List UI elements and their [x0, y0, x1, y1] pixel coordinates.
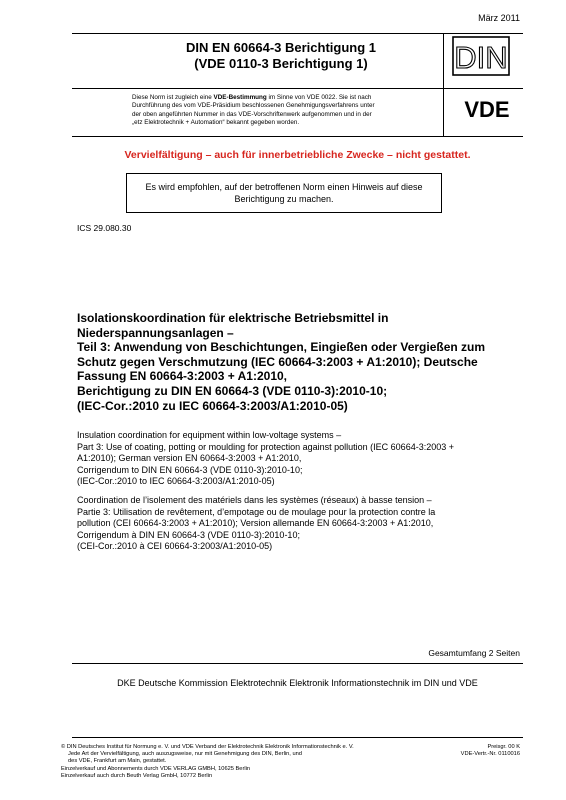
english-title-line: (IEC-Cor.:2010 to IEC 60664-3:2003/A1:2010-05): [77, 476, 275, 486]
footer-price: [461, 744, 520, 758]
document-title: [124, 40, 438, 72]
french-title-line: pollution (CEI 60664-3:2003 + A1:2010); Version allemande EN 60664-3:2003 + A1:2010,: [77, 518, 434, 528]
header-divider: [443, 33, 444, 88]
recommendation-box: [126, 173, 442, 213]
price-group: Preisgr. 00 K: [487, 744, 520, 750]
french-title-line: Partie 3: Utilisation de revêtement, d’empotage ou de moulage pour la protection contre la: [77, 506, 436, 517]
german-title: [77, 311, 525, 413]
notice-line: Durchführung des vom VDE-Präsidium beschlossenen Genehmigungsverfahrens unter: [132, 102, 375, 110]
header-top-rule: [72, 33, 523, 34]
notice-text: im Sinne von VDE 0022. Sie ist nach: [266, 94, 372, 101]
german-title-line: Fassung EN 60664-3:2003 + A1:2010,: [77, 369, 288, 384]
english-title-line: Corrigendum to DIN EN 60664-3 (VDE 0110-3):2010-10;: [77, 464, 303, 475]
german-title-line: (IEC-Cor.:2010 zu IEC 60664-3:2003/A1:2010-05): [77, 398, 348, 413]
din-logo-text: DIN: [454, 40, 508, 75]
english-title-line: Insulation coordination for equipment within low-voltage systems –: [77, 430, 342, 440]
notice-bold: VDE-Bestimmung: [213, 94, 267, 101]
header-bottom-rule: [72, 136, 523, 137]
title-line-2: (VDE 0110-3 Berichtigung 1): [194, 56, 368, 71]
footer-line: © DIN Deutsches Institut für Normung e. V. und VDE Verband der Elektrotechnik Elektronik Informationstechnik e. V.: [61, 744, 354, 750]
german-title-line: Teil 3: Anwendung von Beschichtungen, Eingießen oder Vergießen zum: [77, 340, 486, 355]
reproduction-warning: Vervielfältigung – auch für innerbetriebliche Zwecke – nicht gestattet.: [124, 149, 471, 161]
footer-line: Jede Art der Vervielfältigung, auch auszugsweise, nur mit Genehmigung des DIN, Berlin, und: [68, 751, 302, 758]
dke-commission: DKE Deutsche Kommission Elektrotechnik Elektronik Informationstechnik im DIN und VDE: [117, 678, 478, 688]
german-title-line: Berichtigung zu DIN EN 60664-3 (VDE 0110-3):2010-10;: [77, 383, 388, 398]
header-middle-rule: [72, 88, 523, 89]
title-line-1: DIN EN 60664-3 Berichtigung 1: [186, 40, 376, 55]
din-logo-icon: [452, 36, 510, 76]
vde-order-number: VDE-Vertr.-Nr. 0110016: [460, 751, 520, 758]
french-title-line: Corrigendum à DIN EN 60664-3 (VDE 0110-3):2010-10;: [77, 529, 300, 540]
german-title-line: Isolationskoordination für elektrische Betriebsmittel in: [77, 311, 389, 325]
recommendation-line: Berichtigung zu machen.: [234, 194, 334, 204]
pages-rule: [72, 663, 523, 664]
ics-code: ICS 29.080.30: [77, 223, 132, 233]
footer-rule: [72, 737, 523, 738]
english-title-line: Part 3: Use of coating, potting or moulding for protection against pollution (IEC 60664-3:2003 +: [77, 441, 454, 452]
footer-line: des VDE, Frankfurt am Main, gestattet.: [68, 758, 167, 765]
german-title-line: Niederspannungsanlagen –: [77, 325, 234, 340]
english-title: [77, 430, 523, 488]
footer-line: Einzelverkauf auch durch Beuth Verlag GmbH, 10772 Berlin: [61, 772, 213, 779]
notice-line: der oben angeführten Nummer in das VDE-Vorschriftenwerk aufgenommen und in der: [132, 110, 372, 118]
footer-line: Einzelverkauf und Abonnements durch VDE VERLAG GMBH, 10625 Berlin: [61, 765, 251, 772]
french-title-line: Coordination de l’isolement des matériels dans les systèmes (réseaux) à basse tension –: [77, 495, 432, 505]
header-divider-lower: [443, 88, 444, 136]
vde-logo-text: VDE: [464, 97, 510, 122]
total-pages: Gesamtumfang 2 Seiten: [428, 648, 520, 658]
french-title: [77, 495, 523, 553]
notice-text: Diese Norm ist zugleich eine: [132, 94, 214, 101]
publication-date: März 2011: [478, 13, 520, 23]
footer-copyright: [61, 744, 391, 780]
recommendation-line: Es wird empfohlen, auf der betroffenen Norm einen Hinweis auf diese: [145, 182, 423, 192]
vde-logo-icon: [451, 96, 523, 122]
german-title-line: Schutz gegen Verschmutzung (IEC 60664-3:2003 + A1:2010); Deutsche: [77, 354, 478, 369]
french-title-line: (CEI-Cor.:2010 à CEI 60664-3:2003/A1:2010-05): [77, 541, 273, 551]
vde-notice: [132, 94, 444, 128]
notice-line: „etz Elektrotechnik + Automation“ bekannt gegeben worden.: [132, 119, 300, 127]
english-title-line: A1:2010); German version EN 60664-3:2003 + A1:2010,: [77, 453, 302, 463]
